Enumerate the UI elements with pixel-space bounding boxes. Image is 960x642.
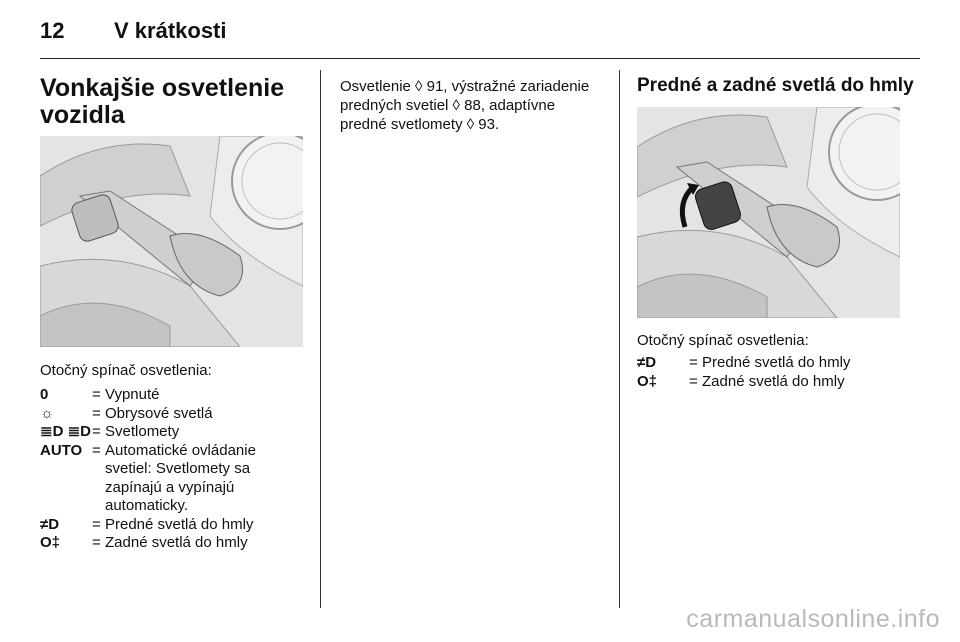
page-number: 12 xyxy=(40,18,65,43)
left-caption: Otočný spínač osvetlenia: xyxy=(40,362,212,379)
fog-light-switch-illustration xyxy=(637,107,900,318)
section-title: Vonkajšie osvetlenie vozidla xyxy=(40,74,285,129)
legend-row-front-fog: ≠D = Predné svetlá do hmly xyxy=(40,515,254,533)
left-legend xyxy=(40,386,305,553)
off-symbol-icon: 0 xyxy=(40,386,49,403)
legend-row-front-fog: ≠D = Predné svetlá do hmly xyxy=(637,354,851,371)
fog-lights-title: Predné a zadné svetlá do hmly xyxy=(637,75,914,96)
front-fog-light-icon: ≠D xyxy=(637,354,657,371)
right-column xyxy=(637,70,914,97)
legend-row-rear-fog: O‡ = Zadné svetlá do hmly xyxy=(40,534,248,551)
legend-row-rear-fog: O‡ = Zadné svetlá do hmly xyxy=(637,372,845,390)
middle-column-text: Osvetlenie ◊ 91, výstražné zariadenie predných svetiel ◊ 88, adaptívne predné svetlomety ◊ 93. xyxy=(340,78,590,133)
light-switch-illustration xyxy=(40,136,303,347)
rear-fog-light-icon: O‡ xyxy=(637,372,658,390)
parking-light-icon: ☼ xyxy=(40,404,54,422)
front-fog-light-icon: ≠D xyxy=(40,515,60,533)
auto-symbol: AUTO xyxy=(40,441,83,459)
column-divider-1 xyxy=(320,70,321,608)
legend-row-auto: AUTO = Automatické ovládanie svetiel: Svetlomety sa zapínajú a vypínajú automaticky. xyxy=(40,441,256,514)
legend-row-headlights: ≣D ≣D = Svetlomety xyxy=(40,423,180,440)
legend-row-parking-lights: ☼ = Obrysové svetlá xyxy=(40,404,213,422)
header-rule xyxy=(40,58,920,59)
right-legend xyxy=(637,354,902,391)
legend-row-off: 0 = Vypnuté xyxy=(40,386,160,403)
rear-fog-light-icon: O‡ xyxy=(40,534,61,551)
column-divider-2 xyxy=(619,70,620,608)
chapter-title: V krátkosti xyxy=(114,18,227,43)
left-column xyxy=(40,70,305,129)
watermark: carmanualsonline.info xyxy=(686,605,940,633)
headlight-icon: ≣D ≣D xyxy=(40,423,91,440)
right-caption: Otočný spínač osvetlenia: xyxy=(637,332,809,349)
